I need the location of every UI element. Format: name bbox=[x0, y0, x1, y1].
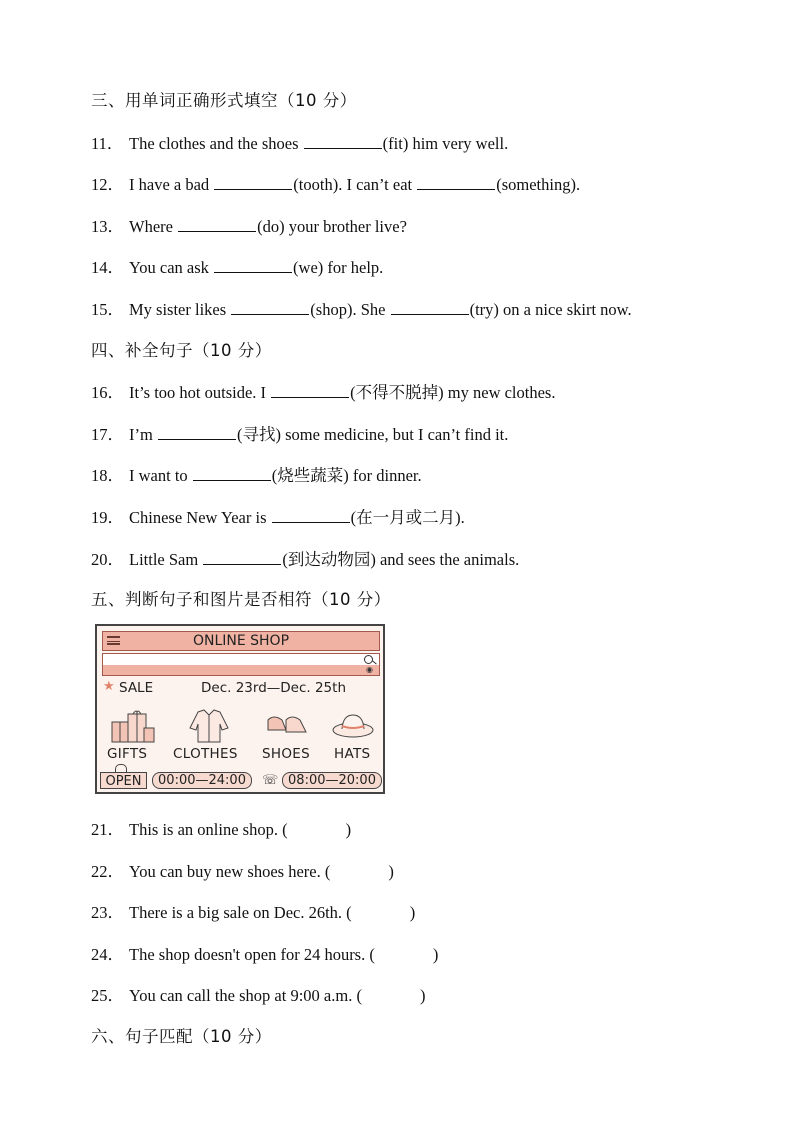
question-number: 23． bbox=[91, 903, 124, 922]
question-text: (do) your brother live? bbox=[257, 217, 407, 236]
shop-title: ONLINE SHOP bbox=[192, 633, 290, 649]
shop-title-bar bbox=[102, 631, 380, 651]
answer-blank[interactable] bbox=[417, 175, 495, 190]
question-number: 11． bbox=[91, 134, 124, 153]
sale-dates: Dec. 23rd—Dec. 25th bbox=[201, 680, 346, 696]
question-text: I have a bad bbox=[129, 175, 214, 194]
question-16 bbox=[91, 379, 555, 403]
answer-blank[interactable] bbox=[203, 550, 281, 565]
question-text: Where bbox=[129, 217, 178, 236]
question-25 bbox=[91, 982, 425, 1006]
question-number: 18． bbox=[91, 466, 124, 485]
clothes-icon bbox=[181, 708, 237, 744]
question-text: You can ask bbox=[129, 258, 214, 277]
question-number: 22． bbox=[91, 862, 124, 881]
answer-blank[interactable] bbox=[304, 134, 382, 149]
question-text: ) bbox=[409, 903, 416, 922]
sale-label: SALE bbox=[119, 680, 154, 696]
gifts-label: GIFTS bbox=[107, 746, 148, 762]
question-text: (fit) him very well. bbox=[382, 134, 509, 153]
question-text: My sister likes bbox=[129, 300, 231, 319]
question-number: 24． bbox=[91, 945, 124, 964]
section-4-heading: 四、补全句子（10 分） bbox=[91, 341, 272, 360]
question-text: It’s too hot outside. I bbox=[129, 383, 271, 402]
question-text: (tooth). I can’t eat bbox=[293, 175, 417, 194]
question-text: (we) for help. bbox=[293, 258, 384, 277]
question-18 bbox=[91, 462, 422, 486]
question-text: (到达动物园) and sees the animals. bbox=[282, 550, 520, 569]
question-text: I want to bbox=[129, 466, 192, 485]
question-number: 14． bbox=[91, 258, 124, 277]
question-text: (寻找) some medicine, but I can’t find it. bbox=[236, 425, 509, 444]
open-hours: 00:00—24:00 bbox=[152, 772, 252, 789]
question-text: You can call the shop at 9:00 a.m. ( bbox=[129, 986, 362, 1005]
question-12 bbox=[91, 171, 580, 195]
question-number: 12． bbox=[91, 175, 124, 194]
section-6-heading: 六、句子匹配（10 分） bbox=[91, 1027, 272, 1046]
star-icon: ★ bbox=[103, 679, 115, 694]
question-text: You can buy new shoes here. ( bbox=[129, 862, 331, 881]
question-17 bbox=[91, 421, 508, 445]
section-3-heading: 三、用单词正确形式填空（10 分） bbox=[91, 91, 357, 110]
question-text: (不得不脱掉) my new clothes. bbox=[350, 383, 556, 402]
question-number: 17． bbox=[91, 425, 124, 444]
answer-blank[interactable] bbox=[214, 258, 292, 273]
search-icon bbox=[364, 655, 373, 664]
question-number: 21． bbox=[91, 820, 124, 839]
answer-blank[interactable] bbox=[158, 425, 236, 440]
question-number: 25． bbox=[91, 986, 124, 1005]
question-23 bbox=[91, 899, 415, 923]
shop-toolbar bbox=[102, 665, 380, 676]
answer-blank[interactable] bbox=[271, 383, 349, 398]
question-text: The clothes and the shoes bbox=[129, 134, 303, 153]
question-19 bbox=[91, 504, 465, 528]
hats-icon bbox=[325, 708, 381, 744]
shoes-icon bbox=[259, 708, 315, 744]
menu-icon bbox=[107, 636, 120, 645]
answer-blank[interactable] bbox=[193, 466, 271, 481]
question-21 bbox=[91, 816, 351, 840]
question-22 bbox=[91, 858, 394, 882]
answer-blank[interactable] bbox=[178, 217, 256, 232]
question-text: I’m bbox=[129, 425, 157, 444]
section-5-heading: 五、判断句子和图片是否相符（10 分） bbox=[91, 590, 391, 609]
question-13 bbox=[91, 213, 407, 237]
clothes-label: CLOTHES bbox=[173, 746, 238, 762]
question-text: There is a big sale on Dec. 26th. ( bbox=[129, 903, 352, 922]
question-text: ) bbox=[419, 986, 426, 1005]
shoes-label: SHOES bbox=[262, 746, 310, 762]
question-text: (在一月或二月). bbox=[350, 508, 465, 527]
question-24 bbox=[91, 941, 438, 965]
answer-blank[interactable] bbox=[231, 300, 309, 315]
open-sign: OPEN bbox=[100, 772, 147, 789]
phone-hours: 08:00—20:00 bbox=[282, 772, 382, 789]
question-20 bbox=[91, 546, 519, 570]
question-number: 16． bbox=[91, 383, 124, 402]
question-number: 20． bbox=[91, 550, 124, 569]
question-text: ) bbox=[432, 945, 439, 964]
hats-label: HATS bbox=[334, 746, 371, 762]
question-text: ) bbox=[345, 820, 352, 839]
question-text: (something). bbox=[496, 175, 581, 194]
phone-icon: ☏ bbox=[262, 773, 279, 788]
question-number: 15． bbox=[91, 300, 124, 319]
question-text: Little Sam bbox=[129, 550, 203, 569]
question-text: ) bbox=[388, 862, 394, 881]
answer-blank[interactable] bbox=[214, 175, 292, 190]
question-text: (烧些蔬菜) for dinner. bbox=[271, 466, 422, 485]
question-text: This is an online shop. ( bbox=[129, 820, 288, 839]
answer-blank[interactable] bbox=[272, 508, 350, 523]
question-15 bbox=[91, 296, 632, 320]
gifts-icon bbox=[103, 708, 159, 744]
question-text: Chinese New Year is bbox=[129, 508, 271, 527]
question-text: (try) on a nice skirt now. bbox=[469, 300, 632, 319]
question-text: The shop doesn't open for 24 hours. ( bbox=[129, 945, 375, 964]
question-text: (shop). She bbox=[310, 300, 390, 319]
online-shop-picture bbox=[95, 624, 385, 794]
question-number: 13． bbox=[91, 217, 124, 236]
question-11 bbox=[91, 130, 508, 154]
voice-icon: ◉ bbox=[366, 665, 373, 674]
question-14 bbox=[91, 254, 383, 278]
question-number: 19． bbox=[91, 508, 124, 527]
answer-blank[interactable] bbox=[391, 300, 469, 315]
